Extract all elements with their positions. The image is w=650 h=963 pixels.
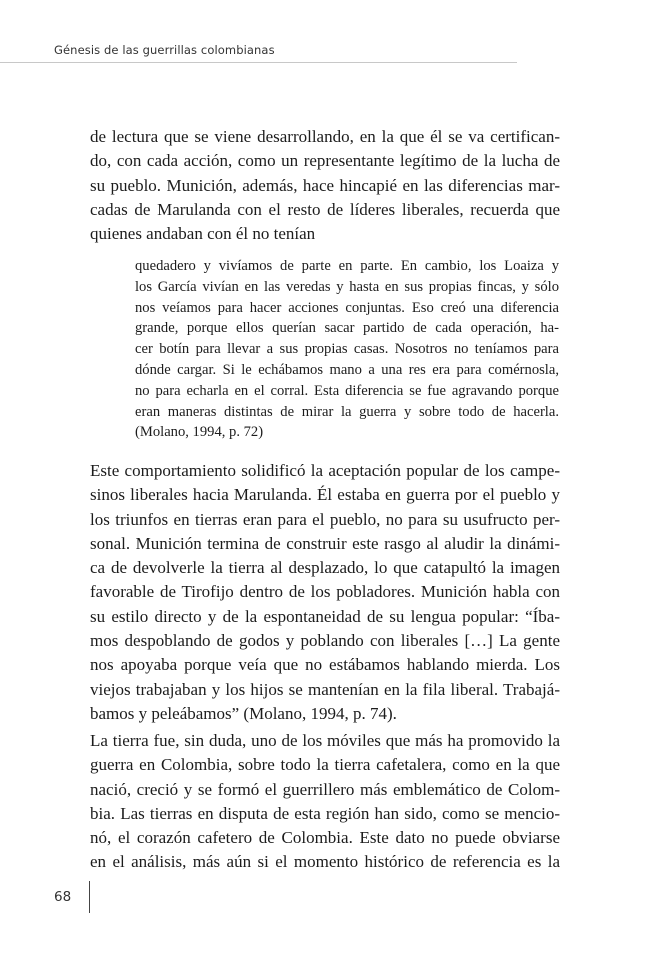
paragraph-2 xyxy=(90,459,560,726)
text-line: mos despoblando de godos y poblando con liberales […] La gente xyxy=(90,631,560,651)
quote-line: cer botín para llevar a sus propias casas. Nosotros no teníamos para xyxy=(135,341,559,358)
quote-line: no para echarla en el corral. Esta diferencia se fue agravando porque xyxy=(135,382,559,399)
paragraph-1 xyxy=(90,125,560,246)
text-line: viejos trabajaban y los hijos se mantenían en la fila liberal. Trabajá- xyxy=(90,679,560,699)
paragraph-3 xyxy=(90,729,560,875)
quote-line: nos veíamos para hacer acciones conjuntas. Eso creó una diferencia xyxy=(135,299,559,316)
text-line: en el análisis, más aún si el momento histórico de referencia es la xyxy=(90,852,560,872)
quote-line: grande, porque ellos querían sacar partido de cada operación, ha- xyxy=(135,320,559,337)
quote-line: quedadero y vivíamos de parte en parte. En cambio, los Loaiza y xyxy=(135,258,559,274)
quote-line: eran maneras distintas de mirar la guerra y sobre todo de hacerla. xyxy=(135,403,559,420)
text-line: ca de devolverle la tierra al desplazado, lo que catapultó la imagen xyxy=(90,558,560,578)
text-line: guerra en Colombia, sobre todo la tierra cafetalera, como en la que xyxy=(90,755,560,775)
text-line: sonal. Munición termina de construir este rasgo al aludir la dinámi- xyxy=(90,533,560,553)
text-line: nació, creció y se formó el guerrillero más emblemático de Colom- xyxy=(90,779,560,799)
text-line: cadas de Marulanda con el resto de líderes liberales, recuerda que xyxy=(90,199,560,219)
folio-rule xyxy=(89,881,90,913)
header-rule xyxy=(0,62,517,63)
block-quote xyxy=(135,256,559,443)
text-line: los triunfos en tierras eran para el pueblo, no para su usufructo per- xyxy=(90,509,560,529)
text-line: nos apoyaba porque veía que no estábamos hablando mierda. Los xyxy=(90,655,560,675)
text-line: su estilo directo y de la espontaneidad de su lengua popular: “Íba- xyxy=(90,606,560,626)
page-number: 68 xyxy=(54,889,72,905)
text-line: sinos liberales hacia Marulanda. Él estaba en guerra por el pueblo y xyxy=(90,485,560,505)
quote-citation: (Molano, 1994, p. 72) xyxy=(135,424,264,441)
text-line: su pueblo. Munición, además, hace hincapié en las diferencias mar- xyxy=(90,175,560,195)
text-line: favorable de Tirofijo dentro de los pobladores. Munición habla con xyxy=(90,582,560,602)
text-line: de lectura que se viene desarrollando, en la que él se va certifican- xyxy=(90,127,560,146)
running-head: Génesis de las guerrillas colombianas xyxy=(54,43,275,57)
text-line: Este comportamiento solidificó la aceptación popular de los campe- xyxy=(90,461,560,480)
quote-line: dónde cargar. Si le echábamos mano a una res era para comérnosla, xyxy=(135,361,559,378)
quote-line: los García vivían en las veredas y hasta en sus propias fincas, y sólo xyxy=(135,278,559,295)
text-line: La tierra fue, sin duda, uno de los móviles que más ha promovido la xyxy=(90,731,560,750)
text-line: quienes andaban con él no tenían xyxy=(90,224,316,244)
text-line: bamos y peleábamos” (Molano, 1994, p. 74). xyxy=(90,703,397,723)
text-line: bia. Las tierras en disputa de esta región han sido, como se mencio- xyxy=(90,803,560,823)
text-line: nó, el corazón cafetero de Colombia. Este dato no puede obviarse xyxy=(90,828,560,848)
text-line: do, con cada acción, como un representante legítimo de la lucha de xyxy=(90,151,560,171)
